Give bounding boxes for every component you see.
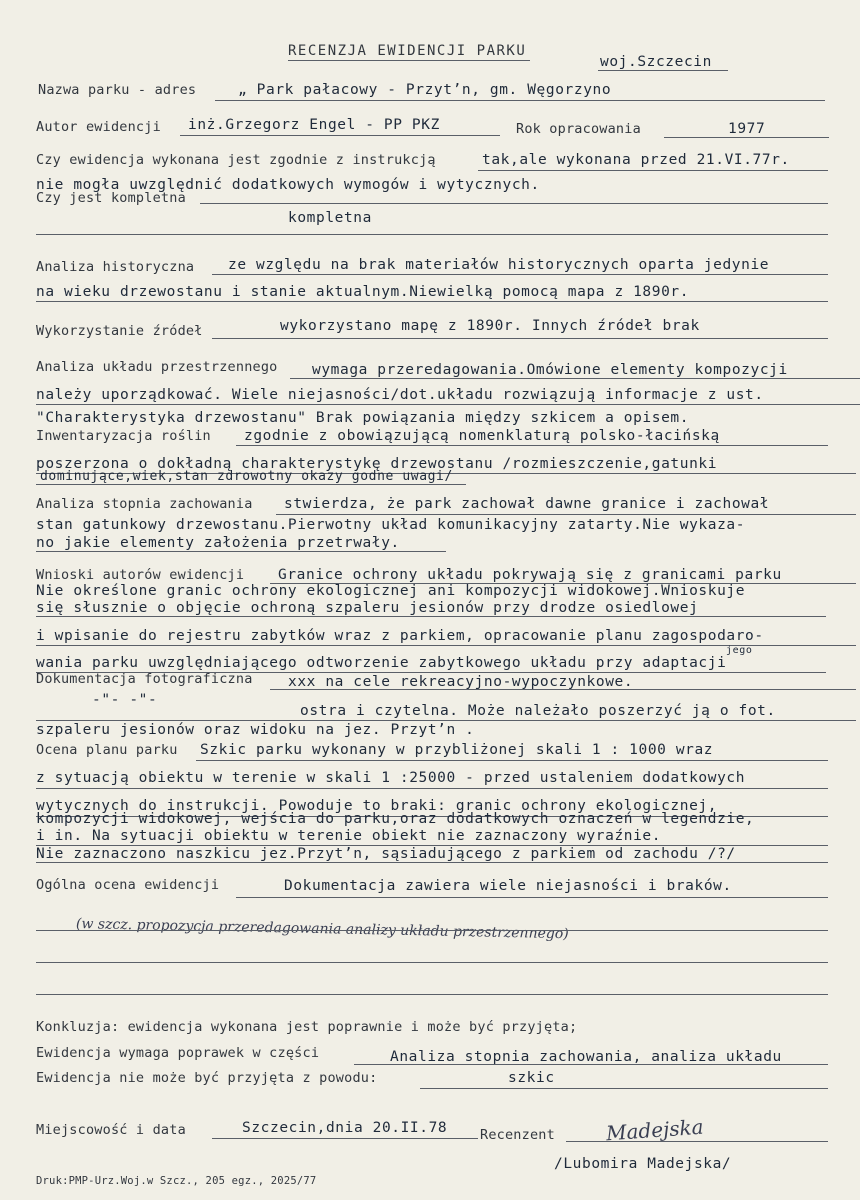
place-date-value: Szczecin,dnia 20.II.78 [242,1120,448,1136]
preservation-value-2: stan gatunkowy drzewostanu.Pierwotny układ komunikacyjny zatarty.Nie wykaza- [36,517,746,533]
plan-line-1 [196,760,828,761]
conclusions-value-2: Nie określone granic ochrony ekologicznej ani kompozycji widokowej.Wnioskuje [36,583,746,599]
history-value-2: na wieku drzewostanu i stanie aktualnym.Niewielką pomocą mapa z 1890r. [36,284,690,300]
photo-line-1 [270,689,856,690]
reject-line [420,1088,828,1089]
reviewer-name: /Lubomira Madejska/ [554,1156,732,1172]
spatial-line-2 [36,404,860,405]
spatial-line-1 [290,378,860,379]
complete-value: kompletna [288,210,372,226]
plan-value-1: Szkic parku wykonany w przybliżonej skali 1 : 1000 wraz [200,742,714,758]
overall-label: Ogólna ocena ewidencji [36,877,220,893]
author-value: inż.Grzegorz Engel - PP PKZ [188,117,440,133]
reject-label: Ewidencja nie może być przyjęta z powodu: [36,1070,378,1086]
print-info: Druk:PMP-Urz.Woj.w Szcz., 205 egz., 2025/77 [36,1175,317,1187]
conclusions-value-4: i wpisanie do rejestru zabytków wraz z parkiem, opracowanie planu zagospodaro- [36,628,764,644]
plan-label: Ocena planu parku [36,742,178,758]
place-date-line [212,1138,478,1139]
overall-line-1 [236,897,828,898]
reviewer-label: Recenzent [480,1127,555,1143]
park-value: „ Park pałacowy - Przyt’n, gm. Węgorzyno [238,82,612,98]
instruction-label: Czy ewidencja wykonana jest zgodnie z instrukcją [36,152,436,168]
complete-label: Czy jest kompletna [36,190,186,206]
sources-label: Wykorzystanie źródeł [36,323,203,339]
photo-value-1: xxx na cele rekreacyjno-wypoczynkowe. [288,674,634,690]
region-label: woj.Szczecin [600,54,712,70]
preservation-line-1 [276,514,856,515]
history-line-2 [36,301,828,302]
conclusion-statement: Konkluzja: ewidencja wykonana jest poprawnie i może być przyjęta; [36,1019,578,1035]
instruction-value-1: tak,ale wykonana przed 21.VI.77r. [482,152,790,168]
reviewer-signature: Madejska [605,1114,705,1146]
preservation-label: Analiza stopnia zachowania [36,496,253,512]
history-line-1 [212,274,828,275]
author-line [180,135,500,136]
overall-handwritten-note: (w szcz. propozycja przeredagowania analizy układu przestrzennego) [75,916,569,943]
complete-line-1 [200,203,828,204]
history-value-1: ze względu na brak materiałów historycznych oparta jedynie [228,257,770,273]
photo-value-3: szpaleru jesionów oraz widoku na jez. Przyt’n . [36,722,475,738]
instruction-value-2: nie mogła uwzględnić dodatkowych wymogów i wytycznych. [36,177,540,193]
inventory-value-1: zgodnie z obowiązującą nomenklaturą polsko-łacińską [244,428,720,444]
conclusions-value-3: się słusznie o objęcie ochroną szpaleru jesionów przy drodze osiedlowej [36,600,699,616]
fixes-value: Analiza stopnia zachowania, analiza układu [390,1049,782,1065]
overall-line-3 [36,962,828,963]
inventory-value-3: dominujące,wiek,stan zdrowotny okazy godne uwagi/ [40,469,453,484]
fixes-line [354,1064,828,1065]
conclusions-label: Wnioski autorów ewidencji [36,567,245,583]
spatial-value-3: "Charakterystyka drzewostanu" Brak powiązania między szkicem a opisem. [36,410,690,426]
preservation-value-1: stwierdza, że park zachował dawne granice i zachował [284,496,770,512]
plan-value-3: wytycznych do instrukcji. Powoduje to braki: granic ochrony ekologicznej, [36,798,718,814]
park-line [215,100,825,101]
plan-line-2 [36,788,828,789]
plan-value-6: Nie zaznaczono naszkicu jez.Przyt’n, sąsiadującego z parkiem od zachodu /?/ [36,846,736,862]
complete-line-2 [36,234,828,235]
reject-value: szkic [508,1070,555,1086]
year-value: 1977 [728,121,766,137]
form-title: RECENZJA EWIDENCJI PARKU [288,43,527,59]
year-line [664,137,829,138]
photo-ditto: -"- -"- [92,692,158,708]
plan-line-5 [36,862,828,863]
instruction-line-1 [478,170,828,171]
photo-line-2 [36,720,856,721]
fixes-label: Ewidencja wymaga poprawek w części [36,1045,320,1061]
reviewer-line [566,1141,828,1142]
photo-value-2: ostra i czytelna. Może należało poszerzyć ją o fot. [300,703,776,719]
region-underline [598,70,728,71]
sources-value: wykorzystano mapę z 1890r. Innych źródeł brak [280,318,700,334]
photo-label: Dokumentacja fotograficzna [36,671,253,687]
plan-value-4: kompozycji widokowej, wejścia do parku,oraz dodatkowych oznaczeń w legendzie, [36,811,755,827]
inventory-value-2: poszerzona o dokładną charakterystykę drzewostanu /rozmieszczenie,gatunki [36,456,718,472]
preservation-line-2 [36,551,446,552]
author-label: Autor ewidencji [36,119,161,135]
place-date-label: Miejscowość i data [36,1122,186,1138]
overall-line-4 [36,994,828,995]
conclusions-value-1: Granice ochrony układu pokrywają się z granicami parku [278,567,782,583]
overall-line-2 [36,930,828,931]
inventory-line-3 [36,484,466,485]
title-underline [288,60,530,61]
year-label: Rok opracowania [516,121,641,137]
inventory-line-1 [236,445,828,446]
conclusions-value-5: wania parku uwzględniającego odtworzenie zabytkowego układu przy adaptacji [36,655,727,671]
conclusions-insert: jego [726,645,753,656]
park-label: Nazwa parku - adres [38,82,197,98]
conclusions-line-2 [36,616,826,617]
overall-value: Dokumentacja zawiera wiele niejasności i braków. [284,878,732,894]
spatial-value-1: wymaga przeredagowania.Omówione elementy kompozycji [312,362,788,378]
spatial-label: Analiza układu przestrzennego [36,359,278,375]
plan-value-5: i in. Na sytuacji obiektu w terenie obiekt nie zaznaczony wyraźnie. [36,828,662,844]
spatial-value-2: należy uporządkować. Wiele niejasności/dot.układu rozwiązują informacje z ust. [36,387,764,403]
preservation-value-3: no jakie elementy założenia przetrwały. [36,535,400,551]
inventory-label: Inwentaryzacja roślin [36,428,211,444]
plan-value-2: z sytuacją obiektu w terenie w skali 1 :25000 - przed ustaleniem dodatkowych [36,770,746,786]
sources-line [212,338,828,339]
history-label: Analiza historyczna [36,259,195,275]
